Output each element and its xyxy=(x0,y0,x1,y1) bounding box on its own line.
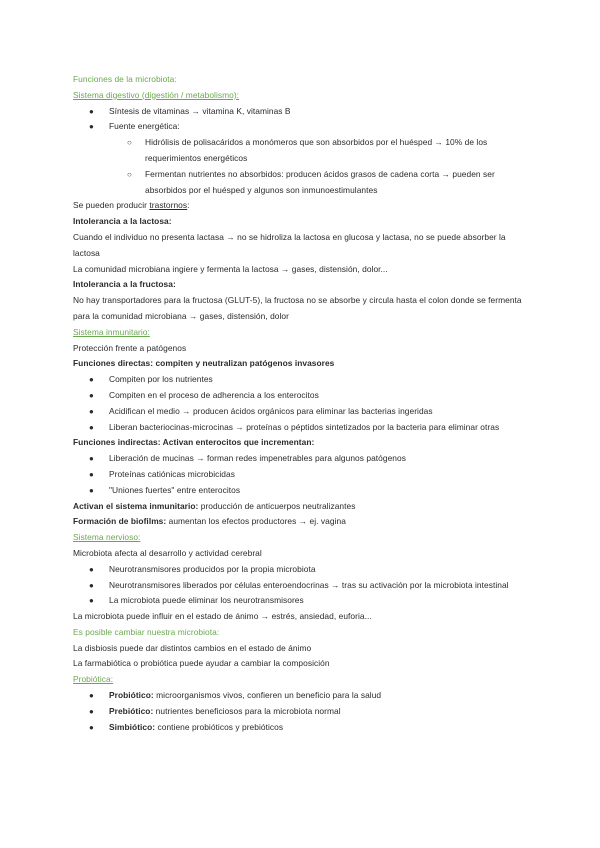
fructosa-title: Intolerancia a la fructosa: xyxy=(73,279,176,290)
definition-text: microorganismos vivos, confieren un beneficio para la salud xyxy=(153,690,382,701)
circle-bullet-icon: ○ xyxy=(127,169,132,179)
bullet-icon: ● xyxy=(89,564,94,574)
list-item xyxy=(73,467,528,483)
sub-list-item-text: Hidrólisis de polisacáridos a monómeros que son absorbidos por el huésped → 10% de los requerimientos energéticos xyxy=(145,137,488,163)
list-item-text: La microbiota puede eliminar los neurotransmisores xyxy=(109,595,304,606)
list-item-text: Compiten en el proceso de adherencia a los enterocitos xyxy=(109,389,319,400)
funciones-indirectas-title: Funciones indirectas: Activan enterocitos que incrementan: xyxy=(73,437,315,448)
list-item xyxy=(73,451,528,467)
list-item-text: Liberación de mucinas → forman redes impenetrables para algunos patógenos xyxy=(109,453,406,464)
lactosa-paragraph-1: Cuando el individuo no presenta lactasa → no se hidroliza la lactosa en glucosa y lactasa, no se puede absorber la lactosa xyxy=(73,231,506,258)
list-item-text: Liberan bacteriocinas-microcinas → proteínas o péptidos sintetizados por la bacteria para eliminar otras xyxy=(109,421,500,432)
list-item-text: Neurotransmisores producidos por la propia microbiota xyxy=(109,563,316,574)
list-item-text: "Uniones fuertes" entre enterocitos xyxy=(109,484,241,495)
sub-list-item-text: Fermentan nutrientes no absorbidos: producen ácidos grasos de cadena corta → pueden ser absorbidos por el huésped y algunos son inmunoestimulantes xyxy=(145,168,495,195)
list-item-text: Neurotransmisores liberados por células enteroendocrinas → tras su activación por la microbiota intestinal xyxy=(109,579,509,590)
list-item xyxy=(73,720,528,736)
term-prebiotico: Prebiótico: xyxy=(109,705,154,716)
sub-list-item xyxy=(73,135,528,167)
activan-term: Activan el sistema inmunitario: xyxy=(73,500,199,511)
digestivo-list xyxy=(73,104,528,199)
list-item xyxy=(73,483,528,499)
cambiar-paragraph-2: La farmabiótica o probiótica puede ayudar a cambiar la composición xyxy=(73,658,330,669)
bullet-icon: ● xyxy=(89,596,94,606)
bullet-icon: ● xyxy=(89,691,94,701)
directas-list xyxy=(73,372,528,435)
bullet-icon: ● xyxy=(89,106,94,116)
main-title: Funciones de la microbiota: xyxy=(73,74,177,84)
sub-list-item xyxy=(73,167,528,199)
probiotica-list xyxy=(73,688,528,735)
list-item xyxy=(73,593,528,609)
funciones-directas-title: Funciones directas: compiten y neutralizan patógenos invasores xyxy=(73,358,335,369)
circle-bullet-icon: ○ xyxy=(127,138,132,148)
term-probiotico: Probiótico: xyxy=(109,690,154,701)
heading-sistema-inmunitario: Sistema inmunitario: xyxy=(73,326,150,337)
cambiar-paragraph-1: La disbiosis puede dar distintos cambios en el estado de ánimo xyxy=(73,642,312,653)
nervioso-intro: Microbiota afecta al desarrollo y actividad cerebral xyxy=(73,547,262,558)
list-item xyxy=(73,420,528,436)
list-item-text: Compiten por los nutrientes xyxy=(109,374,213,385)
list-item-text: Síntesis de vitaminas → vitamina K, vitaminas B xyxy=(109,105,291,116)
biofilms-text: aumentan los efectos productores → ej. vagina xyxy=(166,516,346,527)
biofilms-term: Formación de biofilms: xyxy=(73,516,167,527)
bullet-icon: ● xyxy=(89,390,94,400)
document-content xyxy=(73,72,528,735)
bullet-icon: ● xyxy=(89,422,94,432)
bullet-icon: ● xyxy=(89,454,94,464)
heading-cambiar-microbiota: Es posible cambiar nuestra microbiota: xyxy=(73,626,220,637)
bullet-icon: ● xyxy=(89,122,94,132)
list-item-text: Proteínas catiónicas microbicidas xyxy=(109,468,235,479)
lactosa-title: Intolerancia a la lactosa: xyxy=(73,216,172,227)
list-item xyxy=(73,704,528,720)
trastornos-word: trastornos xyxy=(149,200,188,211)
bullet-icon: ● xyxy=(89,580,94,590)
trastornos-prefix: Se pueden producir xyxy=(73,200,150,211)
bullet-icon: ● xyxy=(89,722,94,732)
heading-probiotica: Probiótica: xyxy=(73,674,114,685)
list-item xyxy=(73,688,528,704)
nervioso-outro: La microbiota puede influir en el estado de ánimo → estrés, ansiedad, euforia... xyxy=(73,611,372,622)
lactosa-paragraph-2: La comunidad microbiana ingiere y fermenta la lactosa → gases, distensión, dolor... xyxy=(73,263,388,274)
term-simbiotico: Simbiótico: xyxy=(109,721,156,732)
heading-sistema-digestivo: Sistema digestivo (digestión / metabolismo): xyxy=(73,89,240,100)
heading-sistema-nervioso: Sistema nervioso: xyxy=(73,532,141,543)
bullet-icon: ● xyxy=(89,406,94,416)
list-item-text: Fuente energética: xyxy=(109,121,180,132)
list-item xyxy=(73,562,528,578)
list-item xyxy=(73,388,528,404)
trastornos-line xyxy=(73,198,528,214)
list-item xyxy=(73,404,528,420)
list-item xyxy=(73,578,528,594)
definition-text: contiene probióticos y prebióticos xyxy=(155,721,284,732)
biofilms-line xyxy=(73,514,528,530)
activan-text: producción de anticuerpos neutralizantes xyxy=(198,500,356,511)
inmunitario-intro: Protección frente a patógenos xyxy=(73,342,187,353)
fructosa-paragraph: No hay transportadores para la fructosa (GLUT-5), la fructosa no se absorbe y circula hasta el colon donde se fermenta para la comunidad microbiana → gases, distensión, dolor xyxy=(73,295,522,321)
list-item xyxy=(73,372,528,388)
bullet-icon: ● xyxy=(89,375,94,385)
bullet-icon: ● xyxy=(89,469,94,479)
activan-line xyxy=(73,499,528,515)
list-item xyxy=(73,104,528,120)
trastornos-suffix: : xyxy=(187,200,190,211)
list-item-text: Acidifican el medio → producen ácidos orgánicos para eliminar las bacterias ingeridas xyxy=(109,405,433,416)
definition-text: nutrientes beneficiosos para la microbiota normal xyxy=(153,705,341,716)
bullet-icon: ● xyxy=(89,706,94,716)
bullet-icon: ● xyxy=(89,485,94,495)
indirectas-list xyxy=(73,451,528,498)
list-item xyxy=(73,119,528,135)
nervioso-list xyxy=(73,562,528,609)
